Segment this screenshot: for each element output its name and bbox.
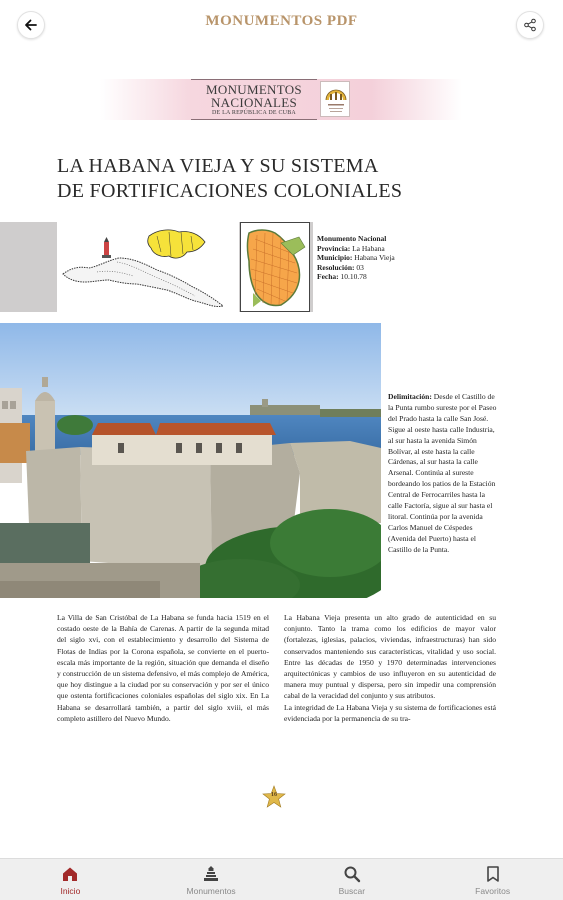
municipio-label: Municipio: <box>317 253 353 262</box>
nav-label: Favoritos <box>475 886 511 896</box>
fortress-photo <box>0 323 381 598</box>
banner-line-1: MONUMENTOS <box>206 82 302 97</box>
title-line-2: DE FORTIFICACIONES COLONIALES <box>57 180 403 202</box>
delimitacion-text <box>388 392 500 556</box>
resolucion-value: 03 <box>356 262 364 272</box>
resolucion-label: Resolución: <box>317 262 355 272</box>
monument-icon <box>202 865 220 883</box>
bottom-navigation <box>0 858 563 900</box>
paragraph: La integridad de La Habana Vieja y su sistema de fortificaciones está evidenciada por la permanencia de su tra- <box>284 702 496 723</box>
municipio-value: Habana Vieja <box>354 253 395 262</box>
monument-info <box>313 222 563 312</box>
delimitacion-body: Desde el Castillo de la Punta rumbo sureste por el Paseo del Prado hasta la calle San José. Sigue al oeste hasta calle Industria, al sur hasta la avenida Simón Bolívar, al este hasta la calle Cárdenas, al sur hasta la calle Arsenal. Continúa al sureste bordeando los patios de la Estación Central de Ferrocarriles hasta la calle Factoría, sigue al sur hasta el litoral. Continúa por la avenida Carlos Manuel de Céspedes (Avenida del Puerto) hasta el Castillo de la Punta. <box>388 392 497 554</box>
nav-item-buscar[interactable] <box>282 859 423 900</box>
banner-logo-text <box>191 79 317 120</box>
fecha-value: 10.10.78 <box>340 272 367 281</box>
info-heading: Monumento Nacional <box>317 234 387 243</box>
delimitacion-label: Delimitación: <box>388 392 432 401</box>
fecha-label: Fecha: <box>317 272 339 281</box>
nav-item-inicio[interactable] <box>0 859 141 900</box>
body-column-right <box>284 612 496 724</box>
body-column-left <box>57 612 269 724</box>
provincia-label: Provincia: <box>317 243 351 253</box>
app-bar <box>0 0 563 50</box>
patrimonio-logo-icon <box>320 81 350 117</box>
share-icon <box>523 18 537 32</box>
provincia-value: La Habana <box>352 243 385 253</box>
cuba-map-image <box>57 222 239 312</box>
document-title <box>57 154 477 204</box>
header-banner <box>100 79 462 120</box>
pdf-page[interactable] <box>0 50 563 858</box>
nav-label: Inicio <box>60 886 81 896</box>
nav-label: Monumentos <box>186 886 236 896</box>
nav-label: Buscar <box>338 886 366 896</box>
search-icon <box>343 865 361 883</box>
banner-line-3: DE LA REPÚBLICA DE CUBA <box>212 110 296 116</box>
paragraph: La Habana Vieja presenta un alto grado de autenticidad en su conjunto. Tanto la trama como los edificios de mayor valor (fortalezas, iglesias, palacios, viviendas, infraestructuras) han sido conservados manteniendo sus características, vitalidad y uso social. Entre las décadas de 1950 y 1970 determinadas intervenciones arquitectónicas y cambios de uso influyeron en su autenticidad de manera muy puntual y dispersa, pero sin impedir una comprensión cabal de la veracidad del conjunto y sus atributos. <box>284 613 496 701</box>
nav-item-monumentos[interactable] <box>141 859 282 900</box>
nav-item-favoritos[interactable] <box>422 859 563 900</box>
app-title: MONUMENTOS PDF <box>205 13 358 29</box>
title-line-1: LA HABANA VIEJA Y SU SISTEMA <box>57 155 379 177</box>
page-number: 16 <box>271 792 277 798</box>
habana-vieja-map-image <box>240 222 310 312</box>
bookmark-icon <box>484 865 502 883</box>
home-icon <box>61 865 79 883</box>
share-button[interactable] <box>516 11 544 39</box>
paragraph: La Villa de San Cristóbal de La Habana se funda hacia 1519 en el costado oeste de la Bahía de Carenas. A partir de la segunda mitad del siglo xvi, con el establecimiento y desarrollo del Sistema de Flotas de Indias por la Corona española, se convierte en el puerto-escala más importante de la región, situación que demanda el diseño y construcción de un sistema defensivo, el más complejo de América, que hoy distingue a la ciudad por su conservación y por ser el único que ostenta fortificaciones coloniales españolas del siglo xix. En La Habana se desarrollará también, a partir del siglo xviii, el más completo astillero del Nuevo Mundo. <box>57 613 269 723</box>
banner-line-2: NACIONALES <box>210 95 298 110</box>
